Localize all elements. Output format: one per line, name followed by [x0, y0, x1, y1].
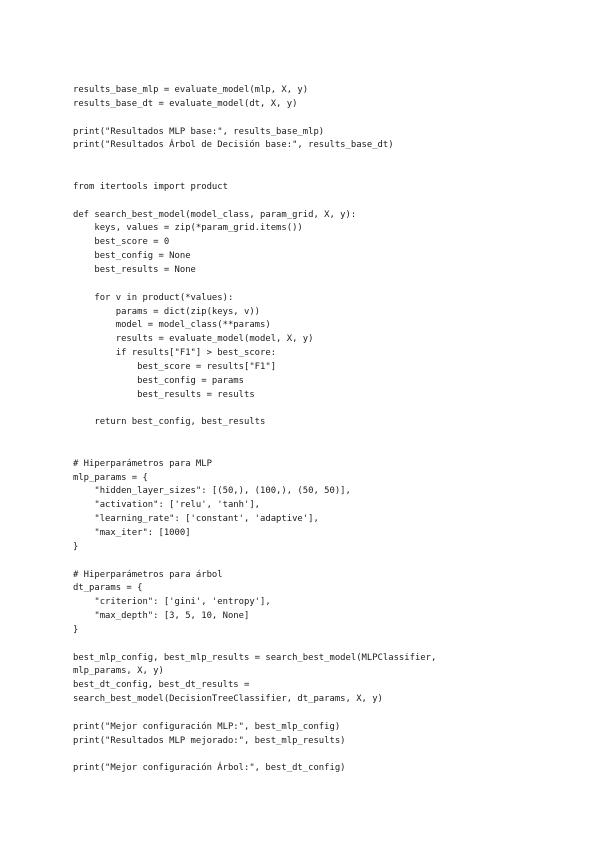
code-line: if results["F1"] > best_score:	[73, 348, 277, 359]
code-line: "max_iter": [1000]	[73, 528, 191, 538]
code-line	[73, 195, 593, 209]
code-line: }	[73, 624, 79, 635]
code-line: best_dt_config, best_dt_results =	[73, 680, 250, 691]
code-line	[73, 167, 593, 181]
code-line: best_score = results["F1"]	[73, 361, 277, 372]
code-line: model = model_class(**params)	[73, 320, 271, 331]
code-line: mlp_params, X, y)	[73, 666, 164, 677]
code-line	[73, 638, 593, 652]
code-line: print("Resultados Árbol de Decisión base:", results_base_dt)	[73, 140, 394, 151]
code-line: mlp_params = {	[73, 472, 148, 483]
code-line: def search_best_model(model_class, param_grid, X, y):	[73, 209, 357, 220]
code-line: results = evaluate_model(model, X, y)	[73, 334, 314, 345]
code-line: best_config = params	[73, 375, 244, 386]
code-line: "activation": ['relu', 'tanh'],	[73, 500, 261, 511]
code-line: # Hiperparámetros para árbol	[73, 569, 223, 580]
code-line: "max_depth": [3, 5, 10, None]	[73, 611, 250, 622]
code-line: best_results = results	[73, 389, 255, 400]
code-line	[73, 444, 593, 458]
code-line: }	[73, 541, 79, 552]
code-line	[73, 430, 593, 444]
code-line: results_base_dt = evaluate_model(dt, X, y)	[73, 98, 298, 109]
code-line: print("Resultados MLP mejorado:", best_mlp_results)	[73, 735, 346, 746]
code-line: "criterion": ['gini', 'entropy'],	[73, 597, 271, 608]
code-line: params = dict(zip(keys, v))	[73, 306, 261, 317]
code-line: keys, values = zip(*param_grid.items())	[73, 223, 303, 234]
code-line: best_results = None	[73, 264, 196, 275]
code-line	[73, 707, 593, 721]
code-line: from itertools import product	[73, 181, 228, 192]
code-line: best_score = 0	[73, 237, 170, 248]
code-line: print("Mejor configuración MLP:", best_mlp_config)	[73, 721, 341, 732]
code-line	[73, 555, 593, 569]
code-block	[73, 84, 593, 776]
code-line: "hidden_layer_sizes": [(50,), (100,), (50, 50)],	[73, 486, 351, 497]
code-line: print("Mejor configuración Árbol:", best_dt_config)	[73, 763, 346, 774]
code-line: for v in product(*values):	[73, 292, 234, 303]
code-line: best_mlp_config, best_mlp_results = search_best_model(MLPClassifier,	[73, 652, 437, 663]
code-line: # Hiperparámetros para MLP	[73, 458, 212, 469]
code-line: print("Resultados MLP base:", results_base_mlp)	[73, 126, 325, 137]
code-line: best_config = None	[73, 251, 191, 262]
code-line: results_base_mlp = evaluate_model(mlp, X, y)	[73, 85, 309, 95]
code-line: dt_params = {	[73, 583, 143, 594]
code-line: search_best_model(DecisionTreeClassifier, dt_params, X, y)	[73, 694, 383, 705]
code-line: "learning_rate": ['constant', 'adaptive'],	[73, 514, 319, 525]
code-line	[73, 112, 593, 126]
code-line: return best_config, best_results	[73, 417, 266, 428]
code-line	[73, 153, 593, 167]
code-line	[73, 278, 593, 292]
code-line	[73, 749, 593, 763]
code-line	[73, 402, 593, 416]
